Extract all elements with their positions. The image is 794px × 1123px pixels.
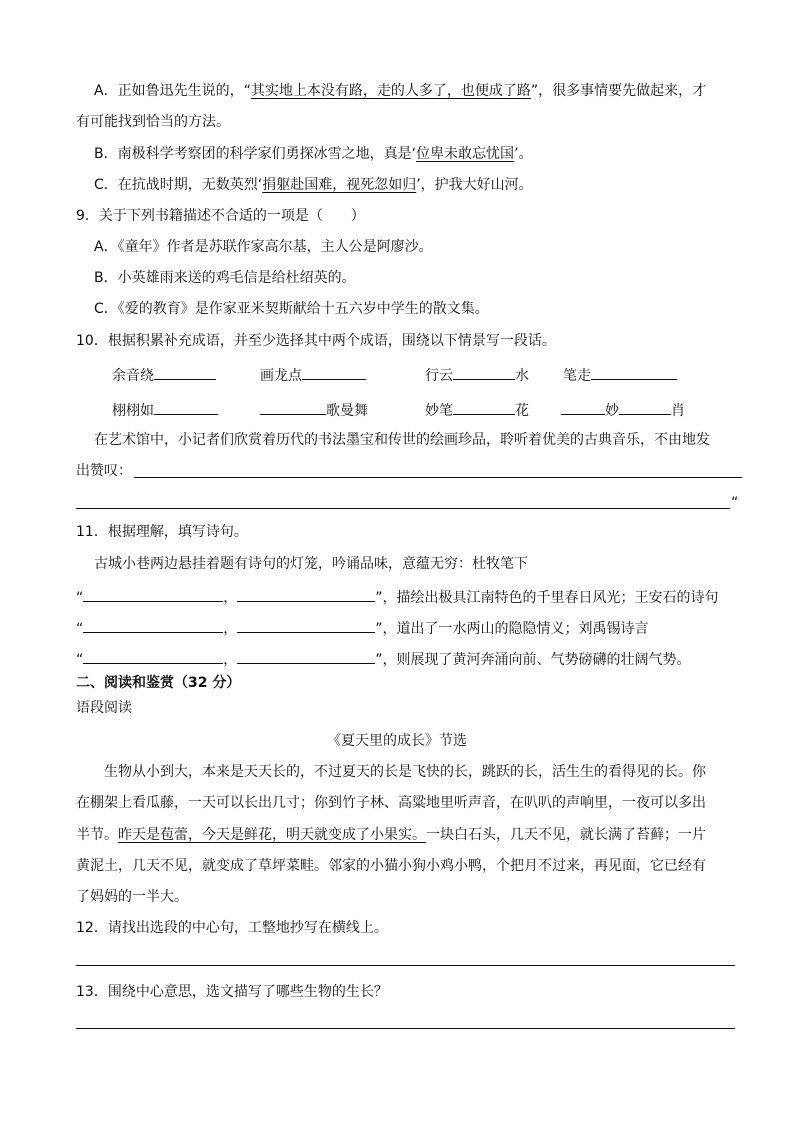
q9-option-a: A．《童年》作者是苏联作家高尔基，主人公是阿廖沙。 — [94, 239, 433, 255]
section-subheading: 语段阅读 — [76, 700, 132, 716]
idiom-text: 栩栩如 — [112, 403, 154, 419]
idiom-6 — [260, 398, 368, 421]
poem-blank[interactable] — [237, 647, 375, 664]
idiom-blank[interactable] — [561, 398, 605, 415]
poem-fill-1 — [76, 585, 719, 608]
idiom-blank[interactable] — [154, 363, 216, 380]
idiom-text: 行云 — [425, 368, 453, 384]
passage-line-5: 了妈妈的一半大。 — [76, 889, 188, 905]
poem-fill-2-text: ”，道出了一水两山的隐隐情义；刘禹锡诗言 — [375, 621, 649, 637]
open-quote: “ — [76, 590, 84, 606]
passage-line-3 — [76, 825, 706, 845]
comma: ， — [223, 621, 238, 637]
q8-option-b-text: B．南极科学考察团的科学家们勇探冰雪之地，真是‘ — [94, 146, 417, 162]
idiom-text: 余音绕 — [112, 368, 154, 384]
closing-quote: “ — [731, 495, 739, 511]
q8-option-c-quote: 捐躯赴国难，视死忽如归 — [262, 177, 417, 193]
idiom-blank[interactable] — [453, 363, 515, 380]
q8-option-b — [94, 144, 533, 164]
poem-fill-2 — [76, 616, 649, 639]
q8-option-a-quote: 其实地上本没有路，走的人多了，也便成了路 — [250, 83, 531, 99]
poem-blank[interactable] — [237, 585, 375, 602]
idiom-text: 妙 — [605, 403, 619, 419]
idiom-5 — [112, 398, 218, 421]
answer-line[interactable] — [76, 965, 735, 966]
poem-blank[interactable] — [237, 616, 375, 633]
passage-line-1: 生物从小到大，本来是天天长的，不过夏天的长是飞快的长，跳跃的长，活生生的看得见的长。你 — [104, 764, 706, 780]
q13-stem: 13．围绕中心意思，选文描写了哪些生物的生长？ — [76, 984, 388, 1000]
q8-option-a — [94, 81, 706, 101]
idiom-text: 笔走 — [563, 368, 591, 384]
answer-line[interactable] — [76, 1028, 735, 1029]
q8-option-b-quote: 位卑未敢忘忧国 — [416, 146, 515, 162]
idiom-1 — [112, 363, 216, 386]
open-quote: “ — [76, 621, 84, 637]
idiom-blank[interactable] — [619, 398, 671, 415]
q8-option-b-tail: ’。 — [514, 146, 533, 162]
q8-option-c — [94, 175, 533, 195]
passage-text: 一块白石头，几天不见，就长满了苔藓；一片 — [426, 827, 706, 843]
passage-text: 半节。 — [76, 827, 118, 843]
comma: ， — [223, 652, 238, 668]
idiom-text: 水 — [515, 368, 529, 384]
idiom-text: 妙笔 — [425, 403, 453, 419]
q8-option-c-tail: ’，护我大好山河。 — [416, 177, 533, 193]
q10-stem: 10．根据积累补充成语，并至少选择其中两个成语，围绕以下情景写一段话。 — [76, 333, 556, 349]
q9-option-c: C．《爱的教育》是作家亚米契斯献给十五六岁中学生的散文集。 — [94, 301, 489, 317]
idiom-blank[interactable] — [154, 398, 218, 415]
idiom-4 — [563, 363, 677, 386]
idiom-blank[interactable] — [302, 363, 366, 380]
q12-stem: 12．请找出选段的中心句，工整地抄写在横线上。 — [76, 920, 388, 936]
section-heading: 二、阅读和鉴赏（32 分） — [76, 675, 241, 691]
q8-option-a-tail: ”，很多事情要先做起来，才 — [530, 83, 707, 99]
idiom-blank[interactable] — [453, 398, 515, 415]
poem-fill-3-text: ”，则展现了黄河奔涌向前、气势磅礴的壮阔气势。 — [375, 652, 691, 668]
answer-line[interactable] — [76, 508, 730, 509]
passage-line-2: 在棚架上看瓜藤，一天可以长出几寸；你到竹子林、高粱地里听声音，在叭叭的声响里，一夜可以多出 — [76, 795, 706, 811]
passage-line-4: 黄泥土，几天不见，就变成了草坪菜畦。邻家的小猫小狗小鸡小鸭，个把月不过来，再见面，它已经有 — [76, 858, 706, 874]
q9-option-b: B．小英雄雨来送的鸡毛信是给杜绍英的。 — [94, 270, 356, 286]
q8-option-c-text: C．在抗战时期，无数英烈‘ — [94, 177, 263, 193]
q11-stem: 11．根据理解，填写诗句。 — [76, 524, 248, 540]
poem-fill-1-text: ”，描绘出极具江南特色的千里春日风光；王安石的诗句 — [375, 590, 719, 606]
idiom-2 — [260, 363, 366, 386]
comma: ， — [223, 590, 238, 606]
q10-scene-line2: 出赞叹： — [76, 463, 132, 479]
underlined-sentence: 昨天是苞蕾，今天是鲜花，明天就变成了小果实。 — [118, 827, 426, 843]
q9-stem: 9．关于下列书籍描述不合适的一项是（ ） — [76, 208, 365, 224]
q8-option-a-cont: 有可能找到恰当的方法。 — [76, 114, 230, 130]
idiom-8 — [561, 398, 685, 421]
idiom-text: 肖 — [671, 403, 685, 419]
q8-option-a-text: A．正如鲁迅先生说的，“ — [94, 83, 251, 99]
poem-blank[interactable] — [83, 647, 223, 664]
poem-blank[interactable] — [83, 616, 223, 633]
open-quote: “ — [76, 652, 84, 668]
idiom-blank[interactable] — [260, 398, 326, 415]
answer-line[interactable] — [134, 477, 742, 478]
idiom-text: 花 — [515, 403, 529, 419]
q11-intro: 古城小巷两边悬挂着题有诗句的灯笼，吟诵品味，意蕴无穷：杜牧笔下 — [94, 556, 528, 572]
poem-fill-3 — [76, 647, 691, 670]
poem-blank[interactable] — [83, 585, 223, 602]
idiom-3 — [425, 363, 529, 386]
passage-title: 《夏天里的成长》节选 — [327, 733, 467, 749]
idiom-blank[interactable] — [591, 363, 677, 380]
q10-scene-line1: 在艺术馆中，小记者们欣赏着历代的书法墨宝和传世的绘画珍品，聆听着优美的古典音乐，不由地发 — [94, 432, 710, 448]
idiom-text: 画龙点 — [260, 368, 302, 384]
idiom-7 — [425, 398, 529, 421]
idiom-text: 歌曼舞 — [326, 403, 368, 419]
